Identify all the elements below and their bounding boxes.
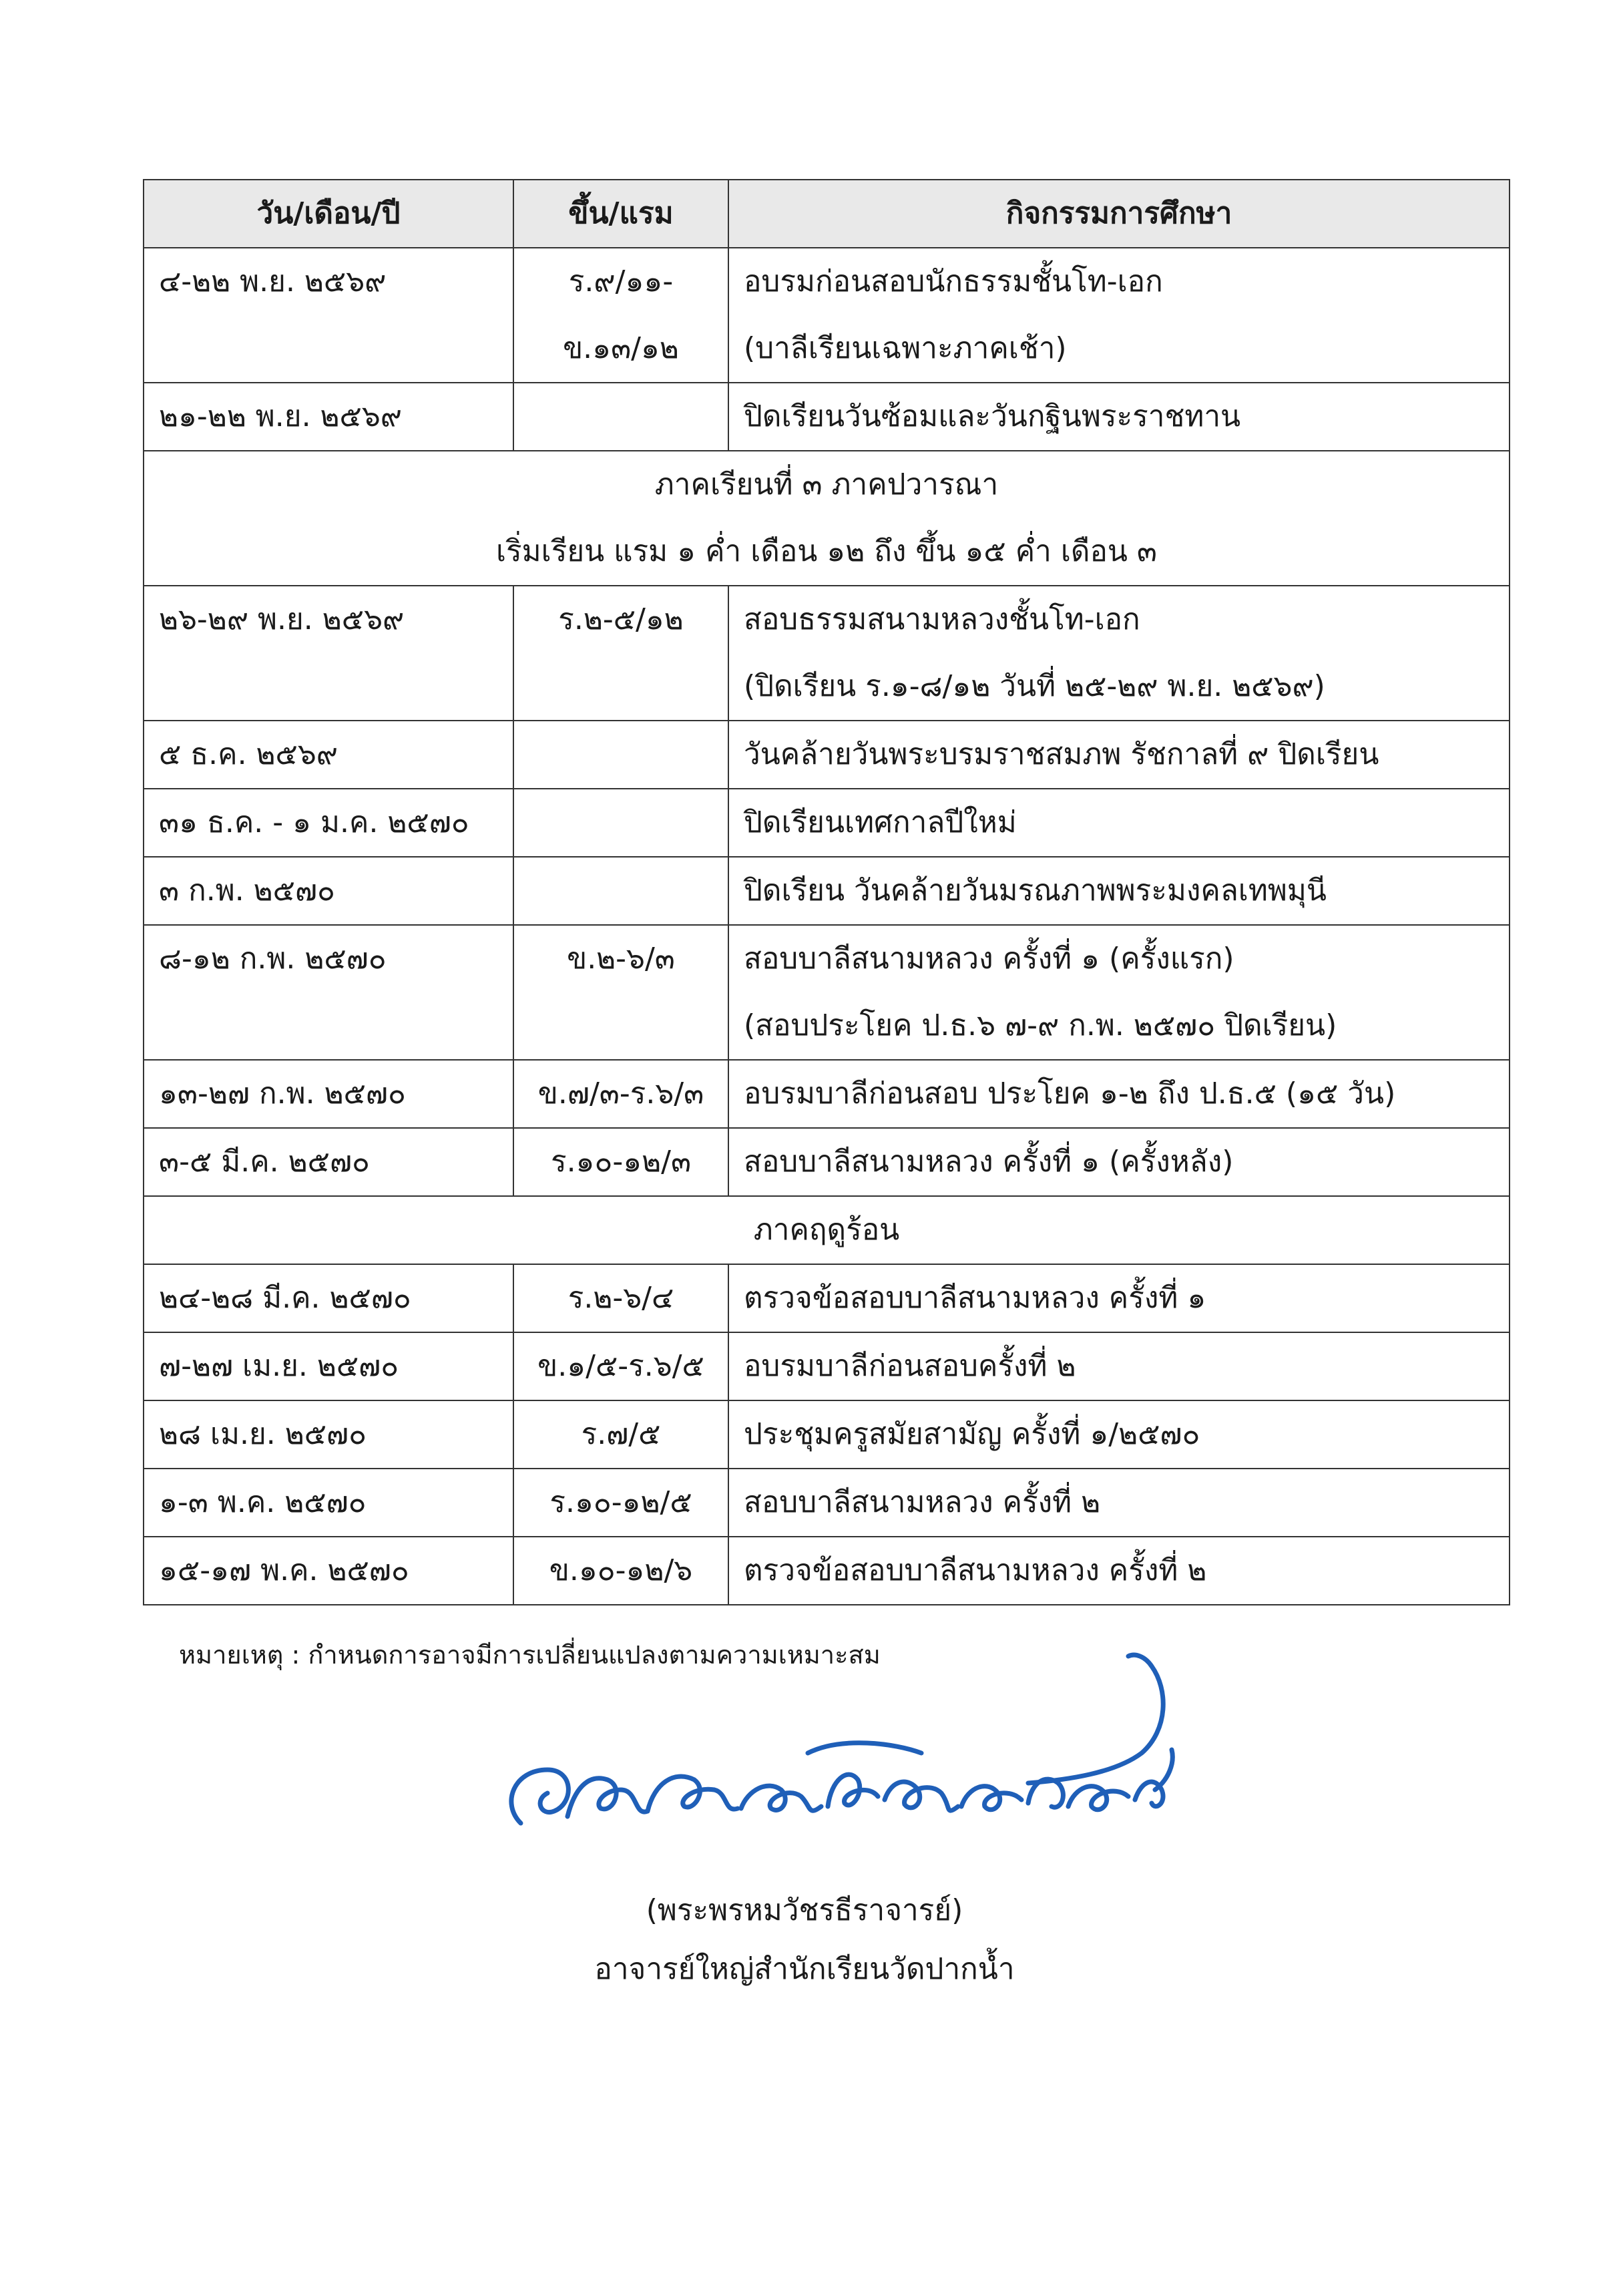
moon-phase-cell <box>513 1264 728 1332</box>
date-text: ๑๕-๑๗ พ.ค. ๒๕๗๐ <box>159 1553 409 1587</box>
date-text: ๒๖-๒๙ พ.ย. ๒๕๖๙ <box>159 602 405 636</box>
moon-phase-cell <box>513 248 728 383</box>
activity-cell <box>728 1537 1510 1605</box>
header-date: วัน/เดือน/ปี <box>144 180 513 248</box>
moon-phase-text: ข.๗/๓-ร.๖/๓ <box>537 1077 704 1111</box>
activity-text: สอบธรรมสนามหลวงชั้นโท-เอก <box>744 602 1140 636</box>
date-cell <box>144 1332 513 1400</box>
activity-text: ปิดเรียน วันคล้ายวันมรณภาพพระมงคลเทพมุนี <box>744 874 1327 908</box>
moon-phase-cell <box>513 1060 728 1128</box>
date-cell <box>144 789 513 857</box>
moon-phase-text <box>514 383 728 450</box>
table-row <box>144 789 1510 857</box>
date-cell <box>144 1537 513 1605</box>
date-cell <box>144 1060 513 1128</box>
activity-text: ตรวจข้อสอบบาลีสนามหลวง ครั้งที่ ๑ <box>744 1281 1206 1315</box>
moon-phase-text <box>514 857 728 924</box>
date-text: ๑-๓ พ.ค. ๒๕๗๐ <box>159 1485 367 1519</box>
activity-cell <box>728 1264 1510 1332</box>
signatory-title: อาจารย์ใหญ่สำนักเรียนวัดปากน้ำ <box>594 1952 1015 1986</box>
activity-cell <box>728 1400 1510 1469</box>
date-cell <box>144 1469 513 1537</box>
date-text: ๓๑ ธ.ค. - ๑ ม.ค. ๒๕๗๐ <box>159 805 469 839</box>
activity-cell <box>728 383 1510 451</box>
moon-phase-text <box>514 789 728 856</box>
table-row <box>144 925 1510 1060</box>
date-text: ๒๘ เม.ย. ๒๕๗๐ <box>159 1417 367 1451</box>
table-row <box>144 721 1510 789</box>
date-cell <box>144 383 513 451</box>
section-row <box>144 451 1510 586</box>
section-title: ภาคเรียนที่ ๓ ภาคปวารณา <box>654 467 999 502</box>
section-header-term3 <box>144 451 1510 586</box>
activity-text: สอบบาลีสนามหลวง ครั้งที่ ๑ (ครั้งแรก) <box>744 942 1234 976</box>
moon-phase-cell <box>513 1537 728 1605</box>
activity-text: อบรมบาลีก่อนสอบ ประโยค ๑-๒ ถึง ป.ธ.๕ (๑๕ วัน) <box>744 1077 1396 1111</box>
moon-phase-cell <box>513 925 728 1060</box>
activity-text: (บาลีเรียนเฉพาะภาคเช้า) <box>744 331 1067 365</box>
activity-text: ตรวจข้อสอบบาลีสนามหลวง ครั้งที่ ๒ <box>744 1553 1207 1587</box>
schedule-table <box>143 179 1510 1605</box>
note-text: หมายเหตุ : กำหนดการอาจมีการเปลี่ยนแปลงตามความเหมาะสม <box>179 1640 881 1670</box>
table-row <box>144 1264 1510 1332</box>
date-cell <box>144 857 513 925</box>
moon-phase-text: ร.๑๐-๑๒/๓ <box>550 1145 692 1179</box>
moon-phase-cell <box>513 857 728 925</box>
date-text: ๒๑-๒๒ พ.ย. ๒๕๖๙ <box>159 399 403 433</box>
section-title: ภาคฤดูร้อน <box>753 1213 900 1247</box>
activity-text: อบรมก่อนสอบนักธรรมชั้นโท-เอก <box>744 264 1163 299</box>
date-cell <box>144 586 513 721</box>
moon-phase-text <box>514 992 728 1059</box>
activity-cell <box>728 1128 1510 1196</box>
moon-phase-text <box>514 721 728 788</box>
activity-text: สอบบาลีสนามหลวง ครั้งที่ ๑ (ครั้งหลัง) <box>744 1145 1234 1179</box>
date-cell <box>144 248 513 383</box>
moon-phase-cell <box>513 1400 728 1469</box>
date-text: ๗-๒๗ เม.ย. ๒๕๗๐ <box>159 1349 399 1383</box>
table-row <box>144 1060 1510 1128</box>
signatory-name: (พระพรหมวัชรธีราจารย์) <box>646 1893 963 1927</box>
activity-cell <box>728 586 1510 721</box>
date-text: ๑๓-๒๗ ก.พ. ๒๕๗๐ <box>159 1077 406 1111</box>
table-row <box>144 1332 1510 1400</box>
activity-text: (ปิดเรียน ร.๑-๘/๑๒ วันที่ ๒๕-๒๙ พ.ย. ๒๕๖๙) <box>744 669 1325 703</box>
table-row <box>144 248 1510 383</box>
moon-phase-cell <box>513 1128 728 1196</box>
header-moon-phase: ขึ้น/แรม <box>513 180 728 248</box>
date-text: ๓-๕ มี.ค. ๒๕๗๐ <box>159 1145 370 1179</box>
activity-cell <box>728 925 1510 1060</box>
moon-phase-text: ร.๒-๕/๑๒ <box>558 602 684 636</box>
moon-phase-text: ข.๑๐-๑๒/๖ <box>549 1553 693 1587</box>
date-cell <box>144 1400 513 1469</box>
activity-cell <box>728 789 1510 857</box>
activity-text: อบรมบาลีก่อนสอบครั้งที่ ๒ <box>744 1349 1076 1383</box>
date-text: ๔-๒๒ พ.ย. ๒๕๖๙ <box>159 264 387 299</box>
date-text: ๒๔-๒๘ มี.ค. ๒๕๗๐ <box>159 1281 411 1315</box>
table-row <box>144 1128 1510 1196</box>
date-cell <box>144 1128 513 1196</box>
activity-text: ประชุมครูสมัยสามัญ ครั้งที่ ๑/๒๕๗๐ <box>744 1417 1200 1451</box>
date-text: ๕ ธ.ค. ๒๕๖๙ <box>159 737 338 771</box>
moon-phase-text: ร.๒-๖/๔ <box>567 1281 674 1315</box>
table-row <box>144 1537 1510 1605</box>
activity-text: (สอบประโยค ป.ธ.๖ ๗-๙ ก.พ. ๒๕๗๐ ปิดเรียน) <box>744 1008 1337 1042</box>
moon-phase-text: ร.๗/๕ <box>581 1417 661 1451</box>
activity-cell <box>728 721 1510 789</box>
table-header-row <box>144 180 1510 248</box>
moon-phase-cell <box>513 586 728 721</box>
activity-cell <box>728 1469 1510 1537</box>
moon-phase-text: ข.๒-๖/๓ <box>567 942 675 976</box>
table-row <box>144 383 1510 451</box>
table-row <box>144 1469 1510 1537</box>
header-activity: กิจกรรมการศึกษา <box>728 180 1510 248</box>
moon-phase-text: ข.๑๓/๑๒ <box>563 331 679 365</box>
activity-text: วันคล้ายวันพระบรมราชสมภพ รัชกาลที่ ๙ ปิดเรียน <box>744 737 1379 771</box>
table-body-part3 <box>144 1264 1510 1605</box>
activity-text: ปิดเรียนวันซ้อมและวันกฐินพระราชทาน <box>744 399 1241 433</box>
table-row <box>144 1400 1510 1469</box>
section-subtitle: เริ่มเรียน แรม ๑ ค่ำ เดือน ๑๒ ถึง ขึ้น ๑๕ ค่ำ เดือน ๓ <box>495 534 1158 568</box>
date-text: ๘-๑๒ ก.พ. ๒๕๗๐ <box>159 942 387 976</box>
activity-text: สอบบาลีสนามหลวง ครั้งที่ ๒ <box>744 1485 1101 1519</box>
moon-phase-cell <box>513 383 728 451</box>
moon-phase-cell <box>513 721 728 789</box>
moon-phase-cell <box>513 1332 728 1400</box>
activity-text: ปิดเรียนเทศกาลปีใหม่ <box>744 805 1017 839</box>
section-term3 <box>144 451 1510 586</box>
section-header-summer <box>144 1196 1510 1264</box>
date-cell <box>144 925 513 1060</box>
table-body-part1 <box>144 248 1510 451</box>
activity-cell <box>728 1332 1510 1400</box>
activity-cell <box>728 857 1510 925</box>
moon-phase-text: ร.๑๐-๑๒/๕ <box>549 1485 692 1519</box>
moon-phase-text <box>514 653 728 720</box>
section-summer <box>144 1196 1510 1264</box>
moon-phase-text: ร.๙/๑๑- <box>568 264 674 299</box>
activity-cell <box>728 248 1510 383</box>
table-row <box>144 857 1510 925</box>
section-row <box>144 1196 1510 1264</box>
table-row <box>144 586 1510 721</box>
table-body-part2 <box>144 586 1510 1196</box>
signature-image <box>494 1636 1215 1877</box>
date-cell <box>144 1264 513 1332</box>
date-cell <box>144 721 513 789</box>
moon-phase-cell <box>513 1469 728 1537</box>
moon-phase-text: ข.๑/๕-ร.๖/๕ <box>537 1349 704 1383</box>
date-text: ๓ ก.พ. ๒๕๗๐ <box>159 874 335 908</box>
activity-cell <box>728 1060 1510 1128</box>
moon-phase-cell <box>513 789 728 857</box>
